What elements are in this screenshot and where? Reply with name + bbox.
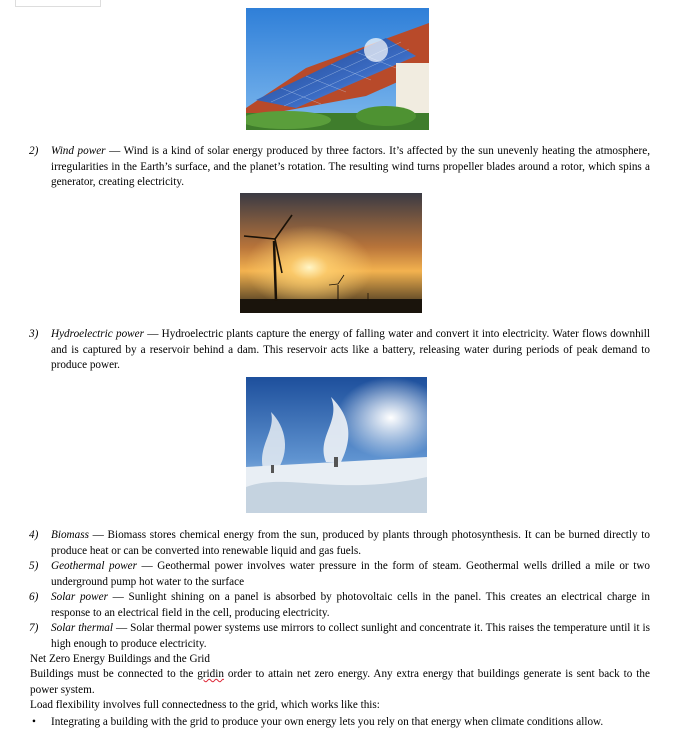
- list-item-solar-thermal: [29, 621, 650, 652]
- grid-text-start: Buildings must be connected to the: [30, 668, 198, 680]
- spelling-error-word[interactable]: gridin: [197, 668, 224, 680]
- list-item-hydroelectric-power: [29, 327, 650, 374]
- section-heading: Net Zero Energy Buildings and the Grid: [30, 653, 210, 665]
- list-number: 5): [29, 560, 39, 572]
- bullet-icon: •: [32, 716, 36, 728]
- bullet-item: [32, 715, 650, 731]
- geothermal-steam-image: [246, 377, 427, 513]
- item-text: — Biomass stores chemical energy from the sun, produced by plants through photosynthesis. It can be burned directly to produce heat or can be converted into renewable liquid and gas fuels.: [51, 529, 650, 557]
- solar-panel-roof-image: [246, 8, 429, 130]
- list-number: 2): [29, 145, 39, 157]
- grid-text-end: order to attain net zero energy. Any extra energy that buildings generate is sent back to the power system.: [30, 668, 650, 696]
- term-biomass: Biomass: [51, 529, 89, 541]
- list-number: 7): [29, 622, 39, 634]
- item-text: — Wind is a kind of solar energy produced by three factors. It’s affected by the sun unevenly heating the atmosphere, irregularities in the Earth’s surface, and the planet’s rotation. The resulting wind turns propeller blades around a rotor, which spins a generator, creating electricity.: [51, 145, 651, 188]
- term-solar-power: Solar power: [51, 591, 108, 603]
- list-item-geothermal-power: [29, 559, 650, 590]
- header-logo-fragment: [15, 0, 101, 7]
- load-flexibility-line: Load flexibility involves full connectedness to the grid, which works like this:: [30, 699, 380, 711]
- term-hydroelectric-power: Hydroelectric power: [51, 328, 144, 340]
- list-item-solar-power: [29, 590, 650, 621]
- term-wind-power: Wind power: [51, 145, 106, 157]
- item-text: — Solar thermal power systems use mirrors to collect sunlight and concentrate it. This raises the temperature until it is high enough to produce electricity.: [51, 622, 650, 650]
- list-number: 4): [29, 529, 39, 541]
- item-text: — Geothermal power involves water pressure in the form of steam. Geothermal wells drilled a mile or two underground pump hot water to the surface: [51, 560, 650, 588]
- item-text: — Sunlight shining on a panel is absorbed by photovoltaic cells in the panel. This creates an electrical charge in response to an electrical field in the cell, producing electricity.: [51, 591, 650, 619]
- list-item-biomass: [29, 528, 650, 559]
- list-number: 6): [29, 591, 39, 603]
- term-solar-thermal: Solar thermal: [51, 622, 113, 634]
- wind-turbine-image: [240, 193, 422, 313]
- bullet-text: Integrating a building with the grid to produce your own energy lets you rely on that energy when climate conditions allow.: [51, 716, 604, 728]
- item-text: — Hydroelectric plants capture the energy of falling water and convert it into electricity. Water flows downhill and is captured by a reservoir behind a dam. This reservoir acts like a battery, releasing water during periods of peak demand to produce power.: [51, 328, 650, 371]
- list-number: 3): [29, 328, 39, 340]
- list-item-wind-power: [29, 144, 651, 191]
- grid-paragraph: [30, 667, 650, 698]
- term-geothermal-power: Geothermal power: [51, 560, 137, 572]
